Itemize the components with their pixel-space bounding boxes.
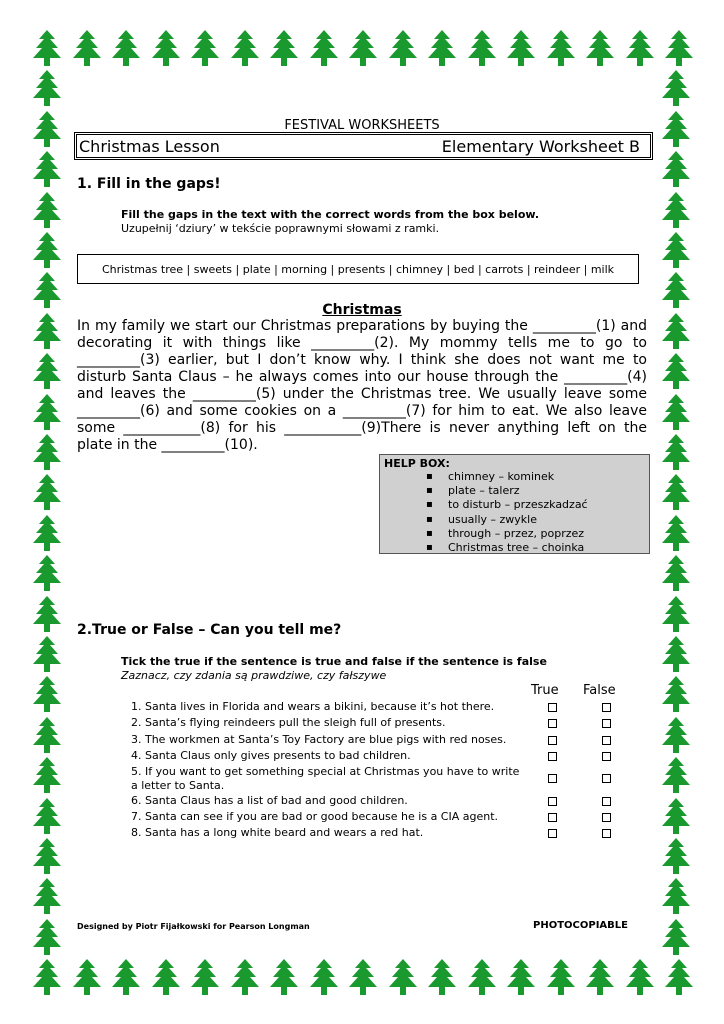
christmas-tree-icon <box>657 392 695 432</box>
christmas-tree-icon <box>657 836 695 876</box>
christmas-tree-icon <box>68 957 106 997</box>
true-checkbox-7[interactable] <box>548 813 557 822</box>
christmas-tree-icon <box>657 715 695 755</box>
help-box <box>379 454 650 554</box>
christmas-tree-icon <box>68 28 106 68</box>
false-checkbox-4[interactable] <box>602 752 611 761</box>
christmas-tree-icon <box>28 472 66 512</box>
christmas-tree-icon <box>423 28 461 68</box>
christmas-tree-icon <box>657 674 695 714</box>
help-item: ▪ Christmas tree – choinka <box>426 541 645 555</box>
christmas-tree-icon <box>384 28 422 68</box>
christmas-tree-icon <box>657 634 695 674</box>
christmas-tree-icon <box>147 957 185 997</box>
christmas-tree-icon <box>657 755 695 795</box>
christmas-tree-icon <box>265 28 303 68</box>
christmas-tree-icon <box>305 957 343 997</box>
christmas-tree-icon <box>107 28 145 68</box>
site-title: FESTIVAL WORKSHEETS <box>284 118 440 133</box>
statement-2: 2. Santa’s flying reindeers pull the sleigh full of presents. <box>131 716 446 729</box>
christmas-tree-icon <box>502 28 540 68</box>
statement-1: 1. Santa lives in Florida and wears a bikini, because it’s hot there. <box>131 700 495 713</box>
statement-7: 7. Santa can see if you are bad or good because he is a CIA agent. <box>131 810 499 823</box>
worksheet-label: Elementary Worksheet B <box>441 136 640 156</box>
false-checkbox-2[interactable] <box>602 719 611 728</box>
section1-title: 1. Fill in the gaps! <box>77 176 221 192</box>
christmas-tree-icon <box>657 917 695 957</box>
christmas-tree-icon <box>28 755 66 795</box>
true-checkbox-4[interactable] <box>548 752 557 761</box>
story-paragraph: In my family we start our Christmas preparations by buying the _________(1) and decorating it with things like _________(2). My mommy tells me to go to _________(3) earlier, but I don’t know why. I think she does not want me to disturb Santa Claus – he always comes into our house through the _________(4) and leaves the _________(5) under the Christmas tree. We usually leave some _________(6) and some cookies on a _________(7) for him to eat. We also leave some ___________(8) for his ___________(9)There is never anything left on the plate in the _________(10). <box>77 318 647 453</box>
christmas-tree-icon <box>28 594 66 634</box>
help-box-title: HELP BOX: <box>384 457 450 470</box>
christmas-tree-icon <box>621 28 659 68</box>
christmas-tree-icon <box>657 190 695 230</box>
statement-4: 4. Santa Claus only gives presents to bad children. <box>131 749 411 762</box>
christmas-tree-icon <box>657 351 695 391</box>
true-checkbox-5[interactable] <box>548 774 557 783</box>
statement-8: 8. Santa has a long white beard and wears a red hat. <box>131 826 424 839</box>
christmas-tree-icon <box>344 957 382 997</box>
section1-instruction-pl: Uzupełnij ‘dziury’ w tekście poprawnymi słowami z ramki. <box>121 222 440 235</box>
christmas-tree-icon <box>657 472 695 512</box>
christmas-tree-icon <box>28 392 66 432</box>
footer-photocopiable: PHOTOCOPIABLE <box>533 920 628 931</box>
section2-instruction-en: Tick the true if the sentence is true and false if the sentence is false <box>121 655 547 668</box>
christmas-tree-icon <box>621 957 659 997</box>
statement-6: 6. Santa Claus has a list of bad and good children. <box>131 794 408 807</box>
help-item: ▪ plate – talerz <box>426 484 645 498</box>
christmas-tree-icon <box>657 796 695 836</box>
christmas-tree-icon <box>502 957 540 997</box>
christmas-tree-icon <box>28 634 66 674</box>
christmas-tree-icon <box>28 149 66 189</box>
christmas-tree-icon <box>660 28 698 68</box>
footer-credit: Designed by Piotr Fijałkowski for Pearson Longman <box>77 922 310 931</box>
help-box-list <box>384 470 645 555</box>
story-text <box>77 318 647 454</box>
christmas-tree-icon <box>305 28 343 68</box>
christmas-tree-icon <box>657 432 695 472</box>
christmas-tree-icon <box>107 957 145 997</box>
christmas-tree-icon <box>463 957 501 997</box>
false-checkbox-7[interactable] <box>602 813 611 822</box>
christmas-tree-icon <box>423 957 461 997</box>
statement-3: 3. The workmen at Santa’s Toy Factory are blue pigs with red noses. <box>131 733 507 746</box>
christmas-tree-icon <box>384 957 422 997</box>
christmas-tree-icon <box>542 28 580 68</box>
false-checkbox-1[interactable] <box>602 703 611 712</box>
christmas-tree-icon <box>28 715 66 755</box>
christmas-tree-icon <box>28 796 66 836</box>
true-checkbox-8[interactable] <box>548 829 557 838</box>
christmas-tree-icon <box>660 957 698 997</box>
false-checkbox-6[interactable] <box>602 797 611 806</box>
true-checkbox-6[interactable] <box>548 797 557 806</box>
christmas-tree-icon <box>28 270 66 310</box>
christmas-tree-icon <box>147 28 185 68</box>
statement-5: 5. If you want to get something special at Christmas you have to write a letter to Santa. <box>131 765 520 792</box>
christmas-tree-icon <box>657 311 695 351</box>
christmas-tree-icon <box>186 957 224 997</box>
help-item: ▪ to disturb – przeszkadzać <box>426 498 645 512</box>
section2-instruction-pl: Zaznacz, czy zdania są prawdziwe, czy fałszywe <box>121 669 387 682</box>
true-checkbox-1[interactable] <box>548 703 557 712</box>
christmas-tree-icon <box>28 68 66 108</box>
christmas-tree-icon <box>28 513 66 553</box>
christmas-tree-icon <box>265 957 303 997</box>
christmas-tree-icon <box>28 674 66 714</box>
christmas-tree-icon <box>657 149 695 189</box>
christmas-tree-icon <box>28 351 66 391</box>
christmas-tree-icon <box>542 957 580 997</box>
christmas-tree-icon <box>657 553 695 593</box>
christmas-tree-icon <box>28 190 66 230</box>
christmas-tree-icon <box>28 957 66 997</box>
false-checkbox-5[interactable] <box>602 774 611 783</box>
christmas-tree-icon <box>28 311 66 351</box>
worksheet-header <box>76 134 651 158</box>
christmas-tree-icon <box>657 68 695 108</box>
christmas-tree-icon <box>657 594 695 634</box>
false-checkbox-3[interactable] <box>602 736 611 745</box>
christmas-tree-icon <box>28 553 66 593</box>
word-box: Christmas tree | sweets | plate | morning | presents | chimney | bed | carrots | reindeer | milk <box>77 254 639 284</box>
christmas-tree-icon <box>28 28 66 68</box>
christmas-tree-icon <box>463 28 501 68</box>
christmas-tree-icon <box>657 513 695 553</box>
true-checkbox-3[interactable] <box>548 736 557 745</box>
christmas-tree-icon <box>226 957 264 997</box>
christmas-tree-icon <box>186 28 224 68</box>
christmas-tree-icon <box>581 28 619 68</box>
help-item: ▪ usually – zwykle <box>426 513 645 527</box>
true-checkbox-2[interactable] <box>548 719 557 728</box>
christmas-tree-icon <box>28 432 66 472</box>
christmas-tree-icon <box>657 230 695 270</box>
story-title: Christmas <box>322 302 402 318</box>
christmas-tree-icon <box>657 270 695 310</box>
help-item: ▪ through – przez, poprzez <box>426 527 645 541</box>
section1-instruction-en: Fill the gaps in the text with the correct words from the box below. <box>121 208 540 221</box>
christmas-tree-icon <box>28 917 66 957</box>
christmas-tree-icon <box>344 28 382 68</box>
christmas-tree-icon <box>28 876 66 916</box>
christmas-tree-icon <box>28 836 66 876</box>
christmas-tree-icon <box>657 876 695 916</box>
christmas-tree-icon <box>28 230 66 270</box>
false-column-header: False <box>583 683 616 698</box>
false-checkbox-8[interactable] <box>602 829 611 838</box>
lesson-title: Christmas Lesson <box>79 136 220 156</box>
christmas-tree-icon <box>226 28 264 68</box>
help-item: ▪ chimney – kominek <box>426 470 645 484</box>
christmas-tree-icon <box>581 957 619 997</box>
section2-title: 2.True or False – Can you tell me? <box>77 622 342 638</box>
true-column-header: True <box>531 683 559 698</box>
